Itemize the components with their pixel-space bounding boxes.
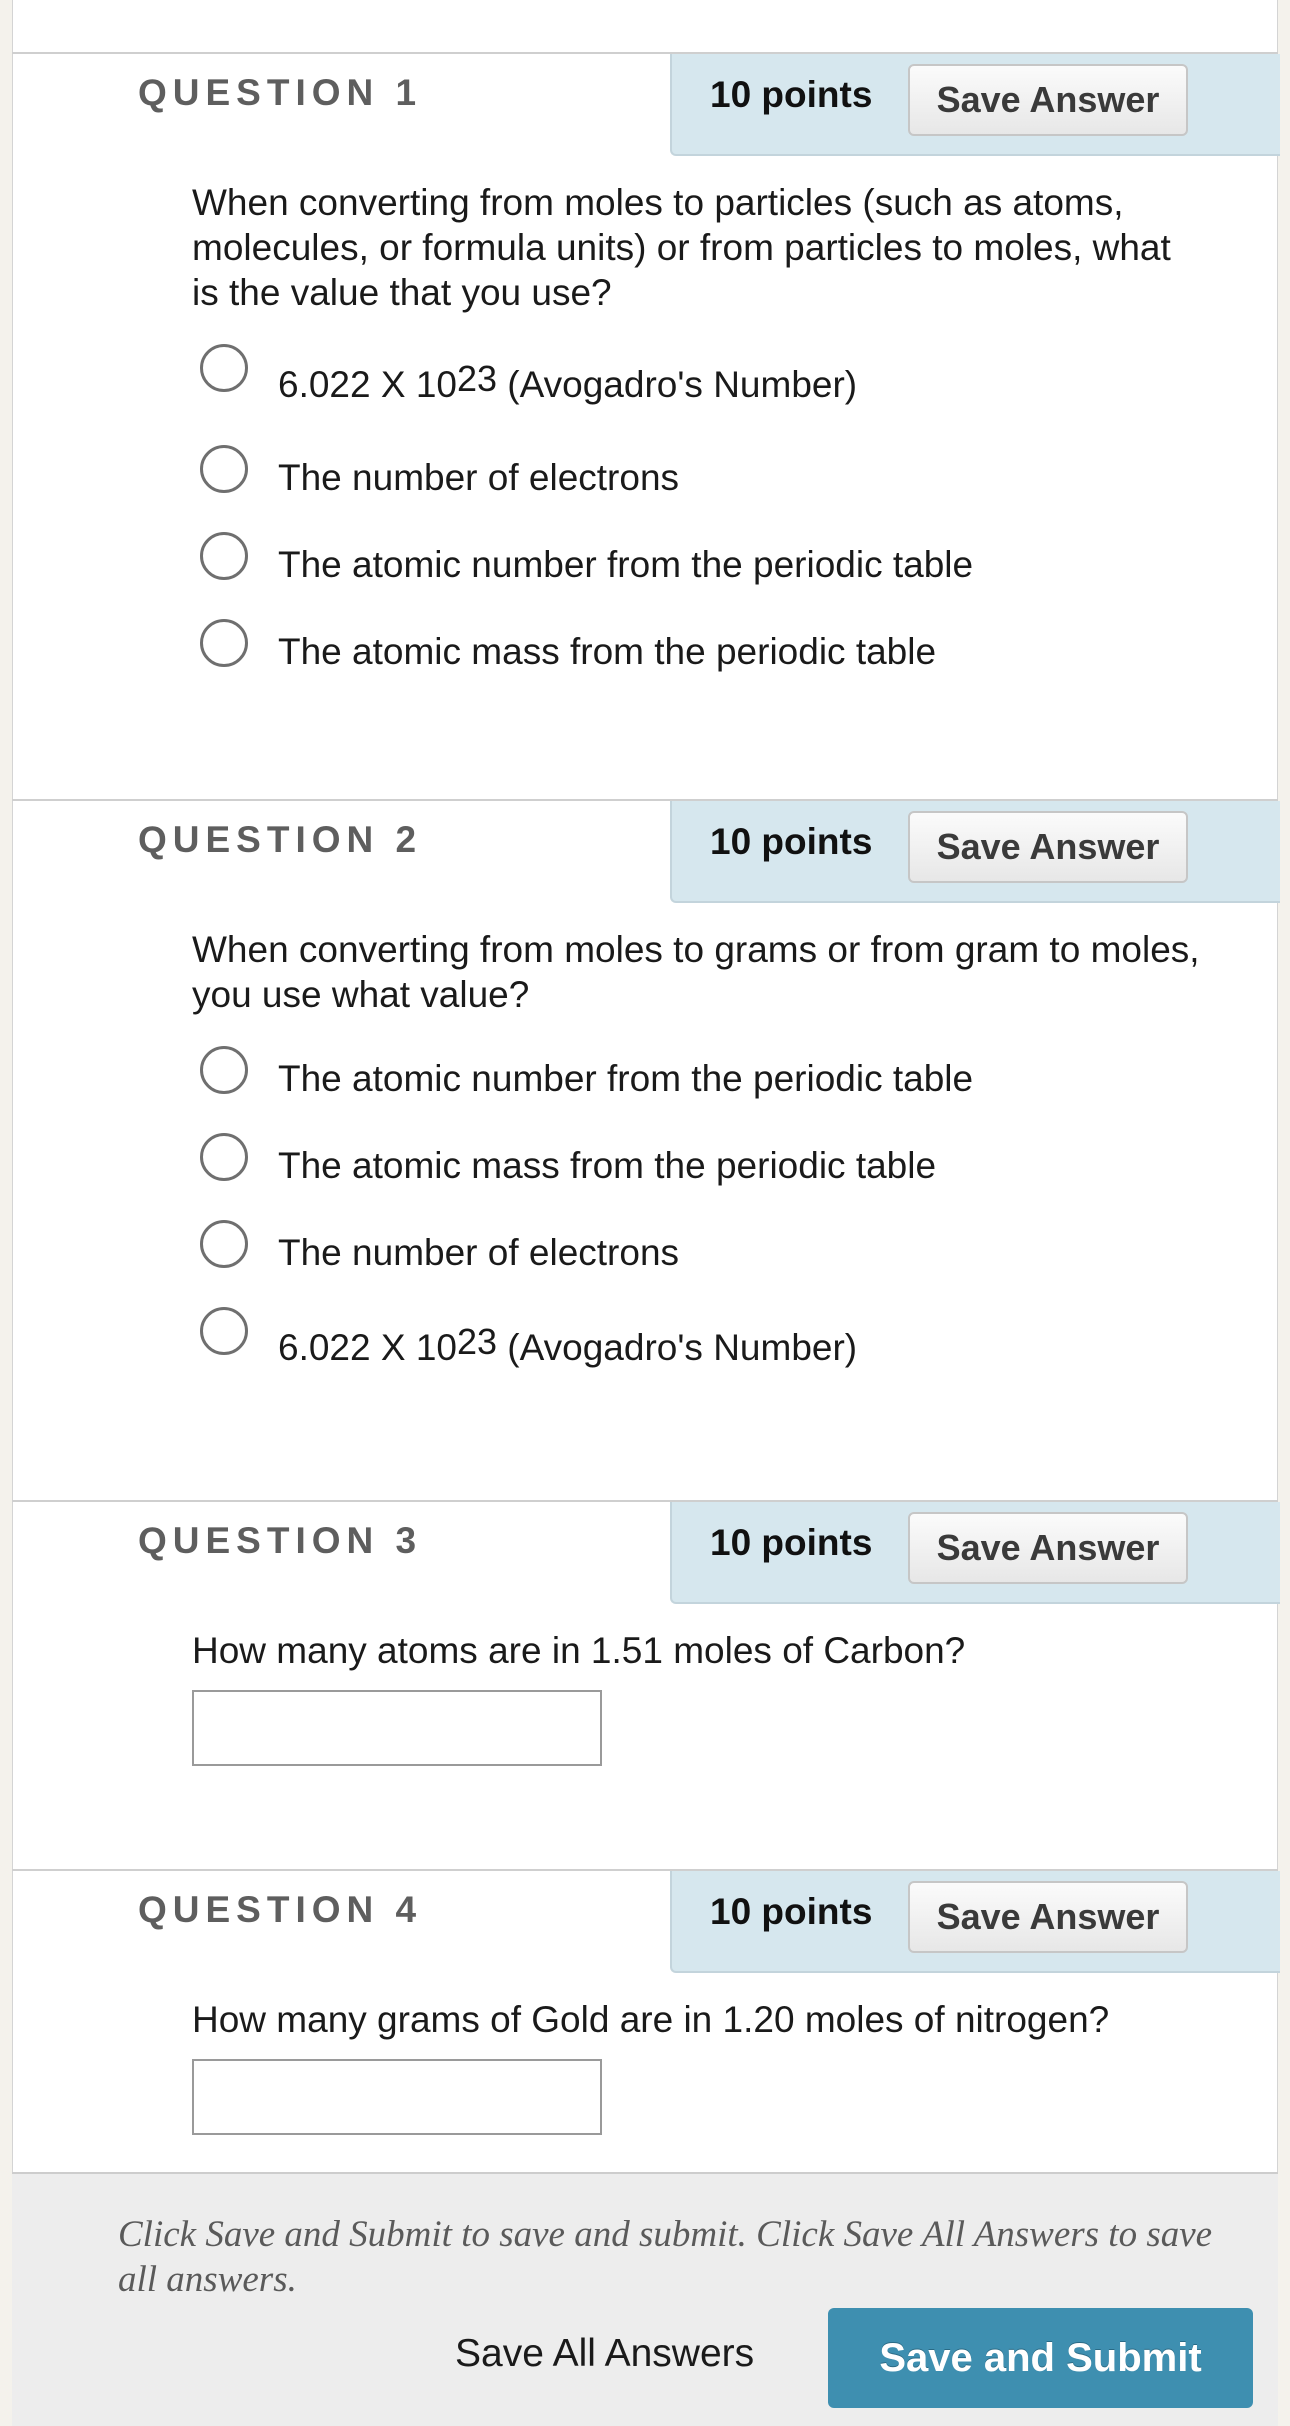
points-panel	[670, 1871, 1280, 1973]
answer-option[interactable]	[200, 1307, 1200, 1367]
points-value: 10 points	[710, 1891, 873, 1932]
option-label: The number of electrons	[278, 1232, 680, 1273]
save-and-submit-button[interactable]: Save and Submit	[828, 2308, 1253, 2408]
option-label: The number of electrons	[278, 457, 680, 498]
answer-option[interactable]	[200, 619, 1200, 679]
answer-option[interactable]	[200, 532, 1200, 592]
question-label: QUESTION 1	[138, 72, 423, 113]
save-answer-button[interactable]: Save Answer	[908, 64, 1188, 136]
question-2	[12, 799, 1278, 1501]
points-panel	[670, 1502, 1280, 1604]
radio-button[interactable]	[200, 619, 248, 667]
submit-footer	[12, 2172, 1278, 2426]
answer-option[interactable]	[200, 344, 1200, 404]
instructions-text: Click Save and Submit to save and submit. Click Save All Answers to save all answers.	[118, 2214, 1213, 2300]
points-panel	[670, 801, 1280, 903]
radio-button[interactable]	[200, 344, 248, 392]
answer-input[interactable]	[192, 2059, 602, 2135]
points-value: 10 points	[710, 821, 873, 862]
question-prompt: How many grams of Gold are in 1.20 moles of nitrogen?	[192, 1999, 1110, 2040]
question-3	[12, 1500, 1278, 1869]
page-edge	[1280, 0, 1290, 2426]
option-label: The atomic mass from the periodic table	[278, 1145, 937, 1186]
option-label: 6.022 X $10^{23}$ (Avogadro's Number)	[278, 1321, 858, 1368]
radio-button[interactable]	[200, 532, 248, 580]
answer-input[interactable]	[192, 1690, 602, 1766]
option-label: The atomic mass from the periodic table	[278, 631, 937, 672]
question-prompt: How many atoms are in 1.51 moles of Carbon?	[192, 1630, 966, 1671]
option-label: The atomic number from the periodic table	[278, 544, 974, 585]
answer-option[interactable]	[200, 1220, 1200, 1280]
question-label: QUESTION 3	[138, 1520, 423, 1561]
answer-option[interactable]	[200, 1046, 1200, 1106]
points-value: 10 points	[710, 74, 873, 115]
question-prompt: When converting from moles to particles (such as atoms, molecules, or formula units) or from particles to moles, what is the value that you use?	[192, 182, 1171, 313]
save-answer-button[interactable]: Save Answer	[908, 1512, 1188, 1584]
radio-button[interactable]	[200, 1220, 248, 1268]
radio-button[interactable]	[200, 1133, 248, 1181]
option-label: 6.022 X $10^{23}$ (Avogadro's Number)	[278, 358, 858, 405]
question-label: QUESTION 2	[138, 819, 423, 860]
save-answer-button[interactable]: Save Answer	[908, 1881, 1188, 1953]
radio-button[interactable]	[200, 1046, 248, 1094]
save-answer-button[interactable]: Save Answer	[908, 811, 1188, 883]
points-value: 10 points	[710, 1522, 873, 1563]
question-label: QUESTION 4	[138, 1889, 423, 1930]
option-label: The atomic number from the periodic table	[278, 1058, 974, 1099]
answer-option[interactable]	[200, 1133, 1200, 1193]
answer-option[interactable]	[200, 445, 1200, 505]
question-prompt: When converting from moles to grams or from gram to moles, you use what value?	[192, 929, 1200, 1015]
save-all-answers-button[interactable]: Save All Answers	[455, 2332, 755, 2375]
radio-button[interactable]	[200, 1307, 248, 1355]
radio-button[interactable]	[200, 445, 248, 493]
question-1	[12, 52, 1278, 800]
points-panel	[670, 54, 1280, 156]
question-4	[12, 1869, 1278, 2172]
